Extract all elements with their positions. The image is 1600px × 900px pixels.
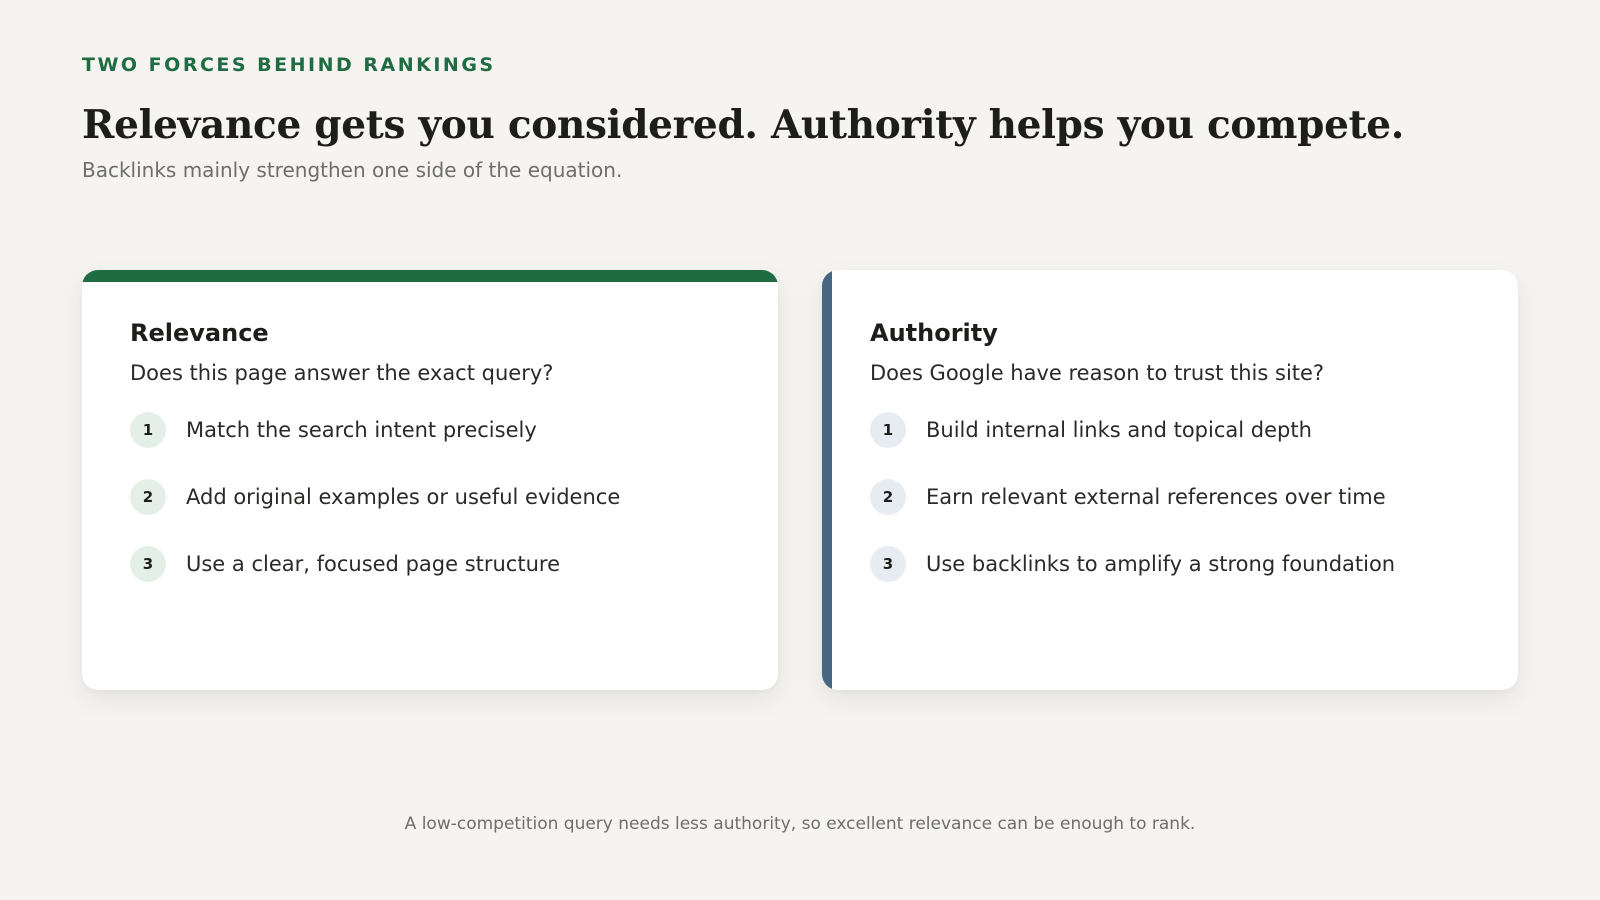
step-text: Earn relevant external references over time (926, 485, 1386, 509)
step-text: Use a clear, focused page structure (186, 552, 560, 576)
relevance-card-content (130, 316, 738, 611)
step-text: Match the search intent precisely (186, 418, 537, 442)
relevance-steps-list (130, 410, 738, 584)
step-text: Add original examples or useful evidence (186, 485, 621, 509)
step-number-badge: 2 (870, 479, 906, 515)
step-number-badge: 3 (870, 546, 906, 582)
authority-card-title: Authority (870, 319, 998, 347)
eyebrow-label: TWO FORCES BEHIND RANKINGS (82, 54, 496, 76)
authority-card (822, 270, 1518, 690)
list-item (870, 477, 1478, 517)
list-item (130, 477, 738, 517)
step-number-badge: 3 (130, 546, 166, 582)
list-item (130, 410, 738, 450)
authority-accent-bar (822, 270, 832, 690)
relevance-card-question: Does this page answer the exact query? (130, 361, 554, 385)
page-subtitle: Backlinks mainly strengthen one side of the equation. (82, 158, 623, 182)
relevance-card (82, 270, 778, 690)
authority-steps-list (870, 410, 1478, 584)
list-item (130, 544, 738, 584)
step-number-badge: 1 (870, 412, 906, 448)
list-item (870, 544, 1478, 584)
step-number-badge: 1 (130, 412, 166, 448)
page-title: Relevance gets you considered. Authority helps you compete. (82, 102, 1405, 148)
relevance-accent-bar (82, 270, 778, 282)
authority-card-question: Does Google have reason to trust this site? (870, 361, 1325, 385)
step-number-badge: 2 (130, 479, 166, 515)
step-text: Build internal links and topical depth (926, 418, 1312, 442)
slide-header (82, 52, 1522, 184)
footer-note: A low-competition query needs less authority, so excellent relevance can be enough to rank. (404, 814, 1196, 834)
step-text: Use backlinks to amplify a strong foundation (926, 552, 1396, 576)
list-item (870, 410, 1478, 450)
relevance-card-title: Relevance (130, 319, 269, 347)
authority-card-content (870, 316, 1478, 611)
